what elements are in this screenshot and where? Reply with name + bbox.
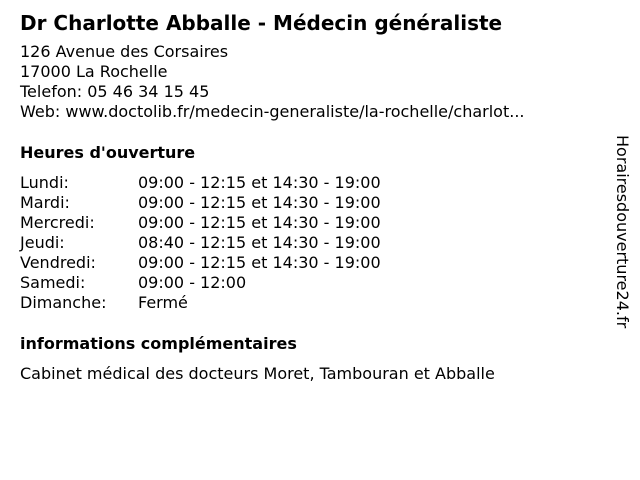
time-range: 08:40 - 12:15 et 14:30 - 19:00 <box>138 233 381 252</box>
city-address: 17000 La Rochelle <box>20 62 168 81</box>
day-label: Mercredi: <box>20 213 95 232</box>
page-title: Dr Charlotte Abballe - Médecin généraliste <box>20 11 503 35</box>
hours-row-saturday <box>20 273 600 293</box>
day-label: Samedi: <box>20 273 86 292</box>
hours-table <box>20 173 600 313</box>
hours-row-friday <box>20 253 600 273</box>
hours-row-wednesday <box>20 213 600 233</box>
time-range: 09:00 - 12:15 et 14:30 - 19:00 <box>138 253 381 272</box>
phone-number: Telefon: 05 46 34 15 45 <box>20 82 210 101</box>
time-range: Fermé <box>138 293 188 312</box>
day-label: Jeudi: <box>20 233 65 252</box>
day-label: Lundi: <box>20 173 69 192</box>
hours-row-thursday <box>20 233 600 253</box>
street-address: 126 Avenue des Corsaires <box>20 42 229 61</box>
site-watermark: Horairesdouverture24.fr <box>613 135 632 329</box>
hours-row-monday <box>20 173 600 193</box>
hours-heading: Heures d'ouverture <box>20 143 196 162</box>
time-range: 09:00 - 12:15 et 14:30 - 19:00 <box>138 193 381 212</box>
address-block <box>20 42 600 122</box>
time-range: 09:00 - 12:15 et 14:30 - 19:00 <box>138 173 381 192</box>
time-range: 09:00 - 12:00 <box>138 273 247 292</box>
hours-row-tuesday <box>20 193 600 213</box>
info-text: Cabinet médical des docteurs Moret, Tambouran et Abballe <box>20 364 495 383</box>
business-listing <box>20 10 600 384</box>
day-label: Mardi: <box>20 193 70 212</box>
day-label: Vendredi: <box>20 253 96 272</box>
website-link[interactable]: Web: www.doctolib.fr/medecin-generaliste/la-rochelle/charlot... <box>20 102 525 121</box>
time-range: 09:00 - 12:15 et 14:30 - 19:00 <box>138 213 381 232</box>
day-label: Dimanche: <box>20 293 107 312</box>
info-heading: informations complémentaires <box>20 334 297 353</box>
hours-row-sunday <box>20 293 600 313</box>
